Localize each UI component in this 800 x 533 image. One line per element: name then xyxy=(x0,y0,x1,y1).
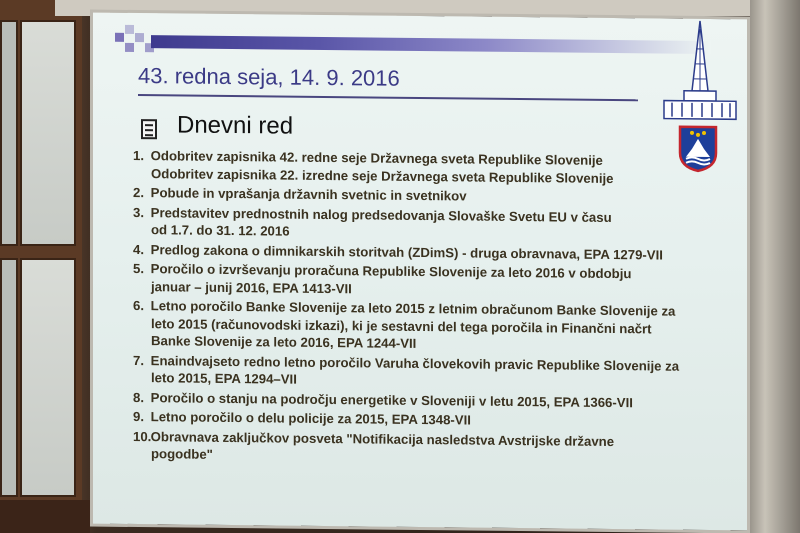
agenda-item-text: od 1.7. do 31. 12. 2016 xyxy=(151,222,290,239)
agenda-item xyxy=(133,260,733,301)
agenda-item xyxy=(133,297,733,356)
agenda-item xyxy=(133,351,733,392)
agenda-item-text: Predstavitev prednostnih nalog predsedovanja Slovaške Svetu EU v času xyxy=(150,204,612,225)
agenda-item-text: leto 2015, EPA 1294–VII xyxy=(151,370,297,387)
agenda-item-text: leto 2015 (računovodski izkazi), ki je sestavni del tega poročila in Finančni načrt xyxy=(151,315,652,336)
agenda-item xyxy=(133,427,733,468)
agenda-list xyxy=(133,147,733,471)
agenda-item-number: 7. xyxy=(133,352,144,368)
projected-slide xyxy=(93,13,747,531)
agenda-item-text: Predlog zakona o dimnikarskih storitvah (ZDimS) - druga obravnava, EPA 1279-VII xyxy=(150,241,663,263)
agenda-item-text: januar – junij 2016, EPA 1413-VII xyxy=(151,278,352,296)
projection-screen-edge xyxy=(750,0,800,533)
title-accent-bar xyxy=(151,35,711,54)
window-frame xyxy=(0,0,82,533)
agenda-item-text: Obravnava zaključkov posveta "Notifikacija nasledstva Avstrijske državne xyxy=(150,428,615,449)
agenda-item xyxy=(133,203,733,244)
window-sill xyxy=(0,500,90,533)
session-title: 43. redna seja, 14. 9. 2016 xyxy=(138,63,400,91)
agenda-item-text: Letno poročilo Banke Slovenije za leto 2015 z letnim obračunom Banke Slovenije za xyxy=(150,298,676,319)
document-icon xyxy=(141,119,157,139)
agenda-item-number: 4. xyxy=(133,241,144,257)
window-pane xyxy=(0,20,18,246)
agenda-item-text: Enaindvajseto redno letno poročilo Varuha človekovih pravic Republike Slovenije za xyxy=(150,352,680,374)
agenda-item-text: Poročilo o izvrševanju proračuna Republike Slovenije za leto 2016 v obdobju xyxy=(150,261,632,282)
agenda-item-text: Pobude in vprašanja državnih svetnic in svetnikov xyxy=(150,185,467,204)
agenda-item-number: 1. xyxy=(133,147,144,164)
agenda-heading: Dnevni red xyxy=(177,111,294,140)
agenda-item-number: 6. xyxy=(133,297,144,314)
title-divider xyxy=(138,94,638,101)
agenda-item-number: 10. xyxy=(133,428,152,444)
window-pane xyxy=(20,20,76,246)
agenda-item-text: Odobritev zapisnika 22. izredne seje Državnega sveta Republike Slovenije xyxy=(151,165,614,186)
agenda-item-number: 9. xyxy=(133,408,144,425)
agenda-item-number: 3. xyxy=(133,204,144,220)
agenda-item-number: 5. xyxy=(133,260,144,277)
agenda-item-number: 8. xyxy=(133,389,144,405)
agenda-item xyxy=(133,147,733,188)
agenda-item-text: Poročilo o stanju na področju energetike v Sloveniji v letu 2015, EPA 1366-VII xyxy=(150,389,633,410)
agenda-item-text: pogodbe" xyxy=(151,446,213,462)
parliament-building-icon xyxy=(658,18,743,124)
agenda-item-text: Banke Slovenije za leto 2016, EPA 1244-VII xyxy=(151,333,417,351)
agenda-item-text: Letno poročilo o delu policije za 2015, EPA 1348-VII xyxy=(150,409,471,428)
agenda-item-number: 2. xyxy=(133,184,144,201)
window-pane xyxy=(0,258,18,497)
agenda-item-text: Odobritev zapisnika 42. redne seje Državnega sveta Republike Slovenije xyxy=(150,148,603,168)
window-pane xyxy=(20,258,76,497)
